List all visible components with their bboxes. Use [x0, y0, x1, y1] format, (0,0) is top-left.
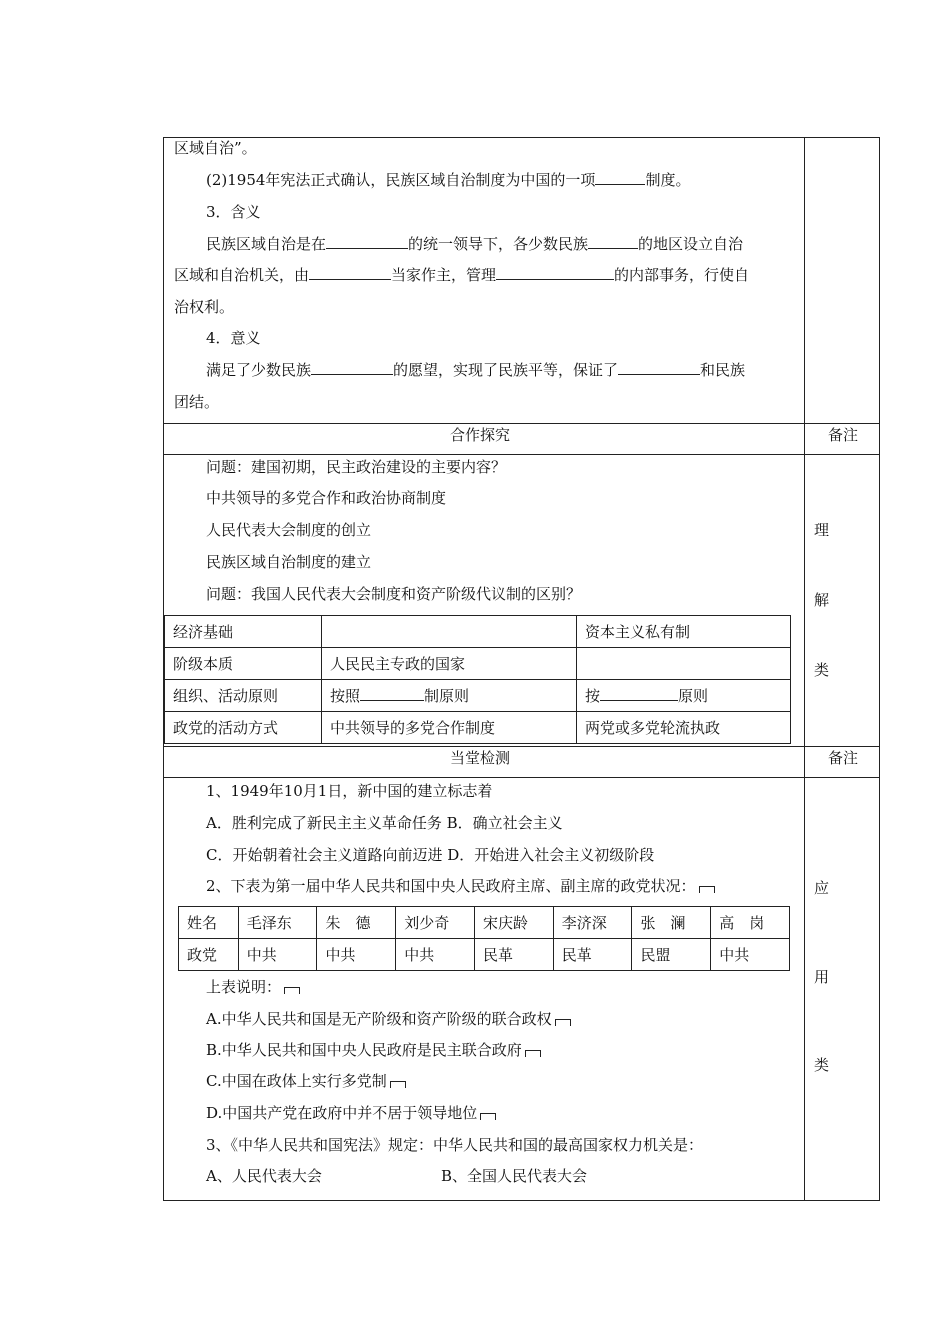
table-cell: 宋庆龄 [474, 907, 553, 939]
divider-line [164, 746, 879, 747]
fill-blank[interactable] [360, 686, 424, 701]
answer-mark [525, 1050, 541, 1057]
table-cell: 中共领导的多党合作制度 [322, 712, 577, 744]
option-line: A．胜利完成了新民主主义革命任务 B．确立社会主义 [206, 814, 563, 832]
table-cell: 刘少奇 [396, 907, 475, 939]
text-span: 的愿望，实现了民族平等，保证了 [393, 361, 619, 379]
side-label: 类 [814, 1056, 830, 1074]
table-cell: 资本主义私有制 [577, 616, 791, 648]
table-cell: 中共 [317, 939, 396, 971]
fill-blank[interactable] [595, 170, 645, 185]
remark-header: 备注 [828, 426, 859, 444]
table-cell [577, 648, 791, 680]
table-cell: 朱 德 [317, 907, 396, 939]
table-cell [322, 680, 577, 712]
table-cell: 姓名 [179, 907, 239, 939]
text-line: 区域自治”。 [174, 139, 257, 157]
table-row [165, 648, 791, 680]
text-line: 4．意义 [206, 329, 261, 347]
question: 问题：建国初期，民主政治建设的主要内容？ [206, 458, 507, 476]
side-label: 解 [814, 591, 830, 609]
table-cell: 民革 [474, 939, 553, 971]
section-header: 合作探究 [450, 426, 511, 444]
table-row [179, 907, 790, 939]
answer-mark [555, 1019, 571, 1026]
table-cell [577, 680, 791, 712]
table-cell: 中共 [711, 939, 790, 971]
text-span: 民族区域自治是在 [206, 235, 327, 253]
party-table [178, 906, 790, 971]
text-line: 团结。 [174, 393, 220, 411]
option-line [206, 1103, 496, 1123]
text-span: 满足了少数民族 [206, 361, 312, 379]
table-cell: 经济基础 [165, 616, 322, 648]
text-span: 的统一领导下，各少数民族 [408, 235, 589, 253]
answer-mark [699, 886, 715, 893]
column-divider [804, 138, 805, 1200]
text-span: 2、下表为第一届中华人民共和国中央人民政府主席、副主席的政党状况： [206, 877, 696, 895]
answer-line: 中共领导的多党合作和政治协商制度 [206, 489, 447, 507]
side-label: 用 [814, 968, 830, 986]
option-line [206, 1009, 571, 1029]
question [206, 977, 300, 997]
fill-blank[interactable] [588, 234, 638, 249]
question [206, 876, 715, 896]
question: 问题：我国人民代表大会制度和资产阶级代议制的区别？ [206, 585, 582, 603]
comparison-table [164, 615, 791, 744]
table-row [165, 712, 791, 744]
text-span: 当家作主，管理 [391, 266, 497, 284]
table-cell: 张 澜 [632, 907, 711, 939]
side-label: 类 [814, 661, 830, 679]
side-label: 应 [814, 879, 830, 897]
text-line: 3．含义 [206, 203, 261, 221]
text-line [206, 360, 745, 380]
text-span: C.中国在政体上实行多党制 [206, 1072, 387, 1090]
text-span: 原则 [678, 687, 709, 705]
table-cell: 中共 [396, 939, 475, 971]
table-cell: 人民民主专政的国家 [322, 648, 577, 680]
fill-blank[interactable] [600, 686, 678, 701]
table-cell [322, 616, 577, 648]
fill-blank[interactable] [309, 265, 391, 280]
text-line [206, 234, 743, 254]
text-span: 制度。 [645, 171, 691, 189]
option-line [206, 1071, 406, 1091]
text-span: 的内部事务，行使自 [614, 266, 750, 284]
divider-line [164, 454, 879, 455]
table-cell: 政党的活动方式 [165, 712, 322, 744]
table-row [165, 680, 791, 712]
text-span: 按照 [330, 687, 361, 705]
text-span: 上表说明： [206, 978, 282, 996]
divider-line [164, 777, 879, 778]
side-label: 理 [814, 521, 830, 539]
text-line [206, 170, 690, 190]
text-line: 治权利。 [174, 298, 235, 316]
option-line [206, 1040, 541, 1060]
table-row [165, 616, 791, 648]
table-cell: 民盟 [632, 939, 711, 971]
table-cell: 阶级本质 [165, 648, 322, 680]
question: 1、1949年10月1日，新中国的建立标志着 [206, 782, 493, 800]
fill-blank[interactable] [311, 360, 393, 375]
table-cell: 民革 [553, 939, 632, 971]
answer-line: 人民代表大会制度的创立 [206, 521, 372, 539]
divider-line [164, 423, 879, 424]
fill-blank[interactable] [326, 234, 408, 249]
table-cell: 毛泽东 [238, 907, 317, 939]
fill-blank[interactable] [496, 265, 614, 280]
text-span: B.中华人民共和国中央人民政府是民主联合政府 [206, 1041, 522, 1059]
answer-mark [480, 1113, 496, 1120]
option-line: A、人民代表大会 [206, 1167, 322, 1185]
table-cell: 中共 [238, 939, 317, 971]
table-cell: 高 岗 [711, 907, 790, 939]
table-cell: 两党或多党轮流执政 [577, 712, 791, 744]
section-header: 当堂检测 [450, 749, 511, 767]
text-span: 和民族 [700, 361, 746, 379]
answer-line: 民族区域自治制度的建立 [206, 553, 372, 571]
table-row [179, 939, 790, 971]
text-span: 的地区设立自治 [638, 235, 744, 253]
option-line: B、全国人民代表大会 [441, 1167, 588, 1185]
remark-header: 备注 [828, 749, 859, 767]
question: 3、《中华人民共和国宪法》规定：中华人民共和国的最高国家权力机关是： [206, 1136, 704, 1154]
table-cell: 政党 [179, 939, 239, 971]
table-cell: 组织、活动原则 [165, 680, 322, 712]
text-span: 按 [585, 687, 601, 705]
text-span: 区域和自治机关，由 [174, 266, 310, 284]
text-span: (2)1954年宪法正式确认，民族区域自治制度为中国的一项 [206, 171, 596, 189]
text-span: 制原则 [424, 687, 470, 705]
text-line [174, 265, 749, 285]
table-cell: 李济深 [553, 907, 632, 939]
text-span: A.中华人民共和国是无产阶级和资产阶级的联合政权 [206, 1010, 552, 1028]
text-span: D.中国共产党在政府中并不居于领导地位 [206, 1104, 478, 1122]
option-line: C．开始朝着社会主义道路向前迈进 D．开始进入社会主义初级阶段 [206, 846, 655, 864]
answer-mark [284, 987, 300, 994]
answer-mark [390, 1081, 406, 1088]
fill-blank[interactable] [618, 360, 700, 375]
